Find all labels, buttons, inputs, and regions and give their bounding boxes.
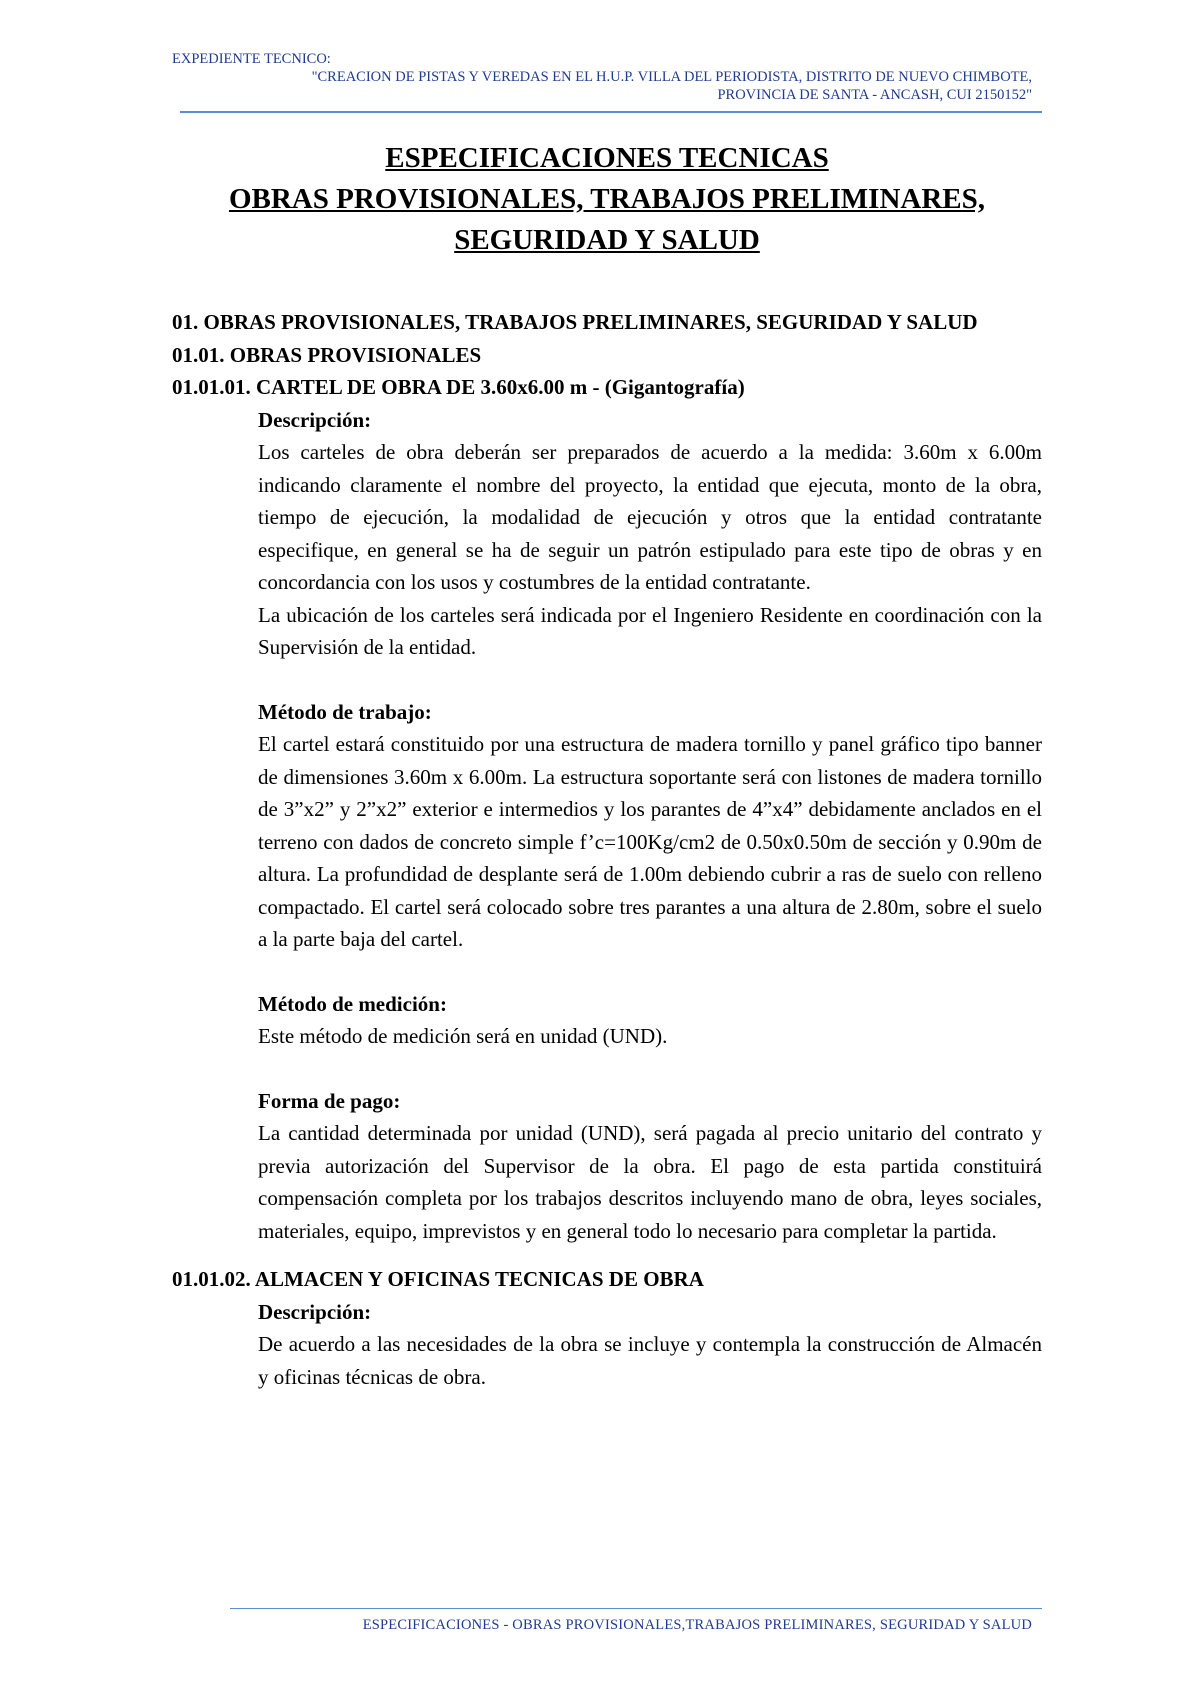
section-010101-heading: 01.01.01. CARTEL DE OBRA DE 3.60x6.00 m - (Gigantografía) (172, 375, 745, 399)
description-heading: Descripción: (258, 407, 372, 432)
description-paragraph-3: De acuerdo a las necesidades de la obra se incluye y contempla la construcción de Almacén y oficinas técnicas de obra. (258, 1332, 1042, 1389)
measurement-method-heading: Método de medición: (258, 991, 447, 1016)
header-line-1: EXPEDIENTE TECNICO: (172, 51, 331, 67)
measurement-method-paragraph: Este método de medición será en unidad (UND). (258, 1024, 668, 1048)
page-footer: ESPECIFICACIONES - OBRAS PROVISIONALES,TRABAJOS PRELIMINARES, SEGURIDAD Y SALUD (362, 1617, 1032, 1633)
header-divider (180, 111, 1042, 113)
description-paragraph-2: La ubicación de los carteles será indicada por el Ingeniero Residente en coordinación con la Supervisión de la entidad. (258, 602, 1042, 659)
description-paragraph-1: Los carteles de obra deberán ser preparados de acuerdo a la medida: 3.60m x 6.00m indicando claramente el nombre del proyecto, la entidad que ejecuta, monto de la obra, tiempo de ejecución, la modalidad de ejecución y otros que la entidad contratante especifique, en general se ha de seguir un patrón estipulado para este tipo de obras y en concordancia con los usos y costumbres de la entidad contratante. (258, 440, 1042, 594)
section-010102-heading: 01.01.02. ALMACEN Y OFICINAS TECNICAS DE OBRA (172, 1267, 704, 1291)
section-01-heading: 01. OBRAS PROVISIONALES, TRABAJOS PRELIMINARES, SEGURIDAD Y SALUD (172, 310, 978, 334)
description-heading-2: Descripción: (258, 1299, 372, 1324)
footer-divider (230, 1608, 1042, 1609)
section-0101-heading: 01.01. OBRAS PROVISIONALES (172, 342, 482, 367)
document-body (172, 306, 1042, 1393)
document-subtitle-1: OBRAS PROVISIONALES, TRABAJOS PRELIMINARES, (228, 183, 986, 215)
work-method-heading: Método de trabajo: (258, 699, 432, 724)
item-010101-body (258, 404, 1042, 1248)
header-line-3: PROVINCIA DE SANTA - ANCASH, CUI 2150152" (717, 87, 1032, 103)
page-header (172, 50, 1042, 104)
document-subtitle-2: SEGURIDAD Y SALUD (454, 224, 760, 256)
work-method-paragraph: El cartel estará constituido por una estructura de madera tornillo y panel gráfico tipo banner de dimensiones 3.60m x 6.00m. La estructura soportante será con listones de madera tornillo de 3”x2” y 2”x2” exterior e intermedios y los parantes de 4”x4” debidamente anclados en el terreno con dados de concreto simple f’c=100Kg/cm2 de 0.50x0.50m de sección y 0.90m de altura. La profundidad de desplante será de 1.00m debiendo cubrir a ras de suelo con relleno compactado. El cartel será colocado sobre tres parantes a una altura de 2.80m, sobre el suelo a la parte baja del cartel. (258, 732, 1042, 951)
item-010102-body (258, 1296, 1042, 1394)
document-title: ESPECIFICACIONES TECNICAS (385, 142, 829, 174)
header-line-2: "CREACION DE PISTAS Y VEREDAS EN EL H.U.P. VILLA DEL PERIODISTA, DISTRITO DE NUEVO CHIMBOTE, (311, 69, 1032, 85)
document-title-block (172, 138, 1042, 261)
payment-paragraph: La cantidad determinada por unidad (UND), será pagada al precio unitario del contrato y previa autorización del Supervisor de la obra. El pago de esta partida constituirá compensación completa por los trabajos descritos incluyendo mano de obra, leyes sociales, materiales, equipo, imprevistos y en general todo lo necesario para completar la partida. (258, 1121, 1042, 1243)
payment-heading: Forma de pago: (258, 1088, 401, 1113)
